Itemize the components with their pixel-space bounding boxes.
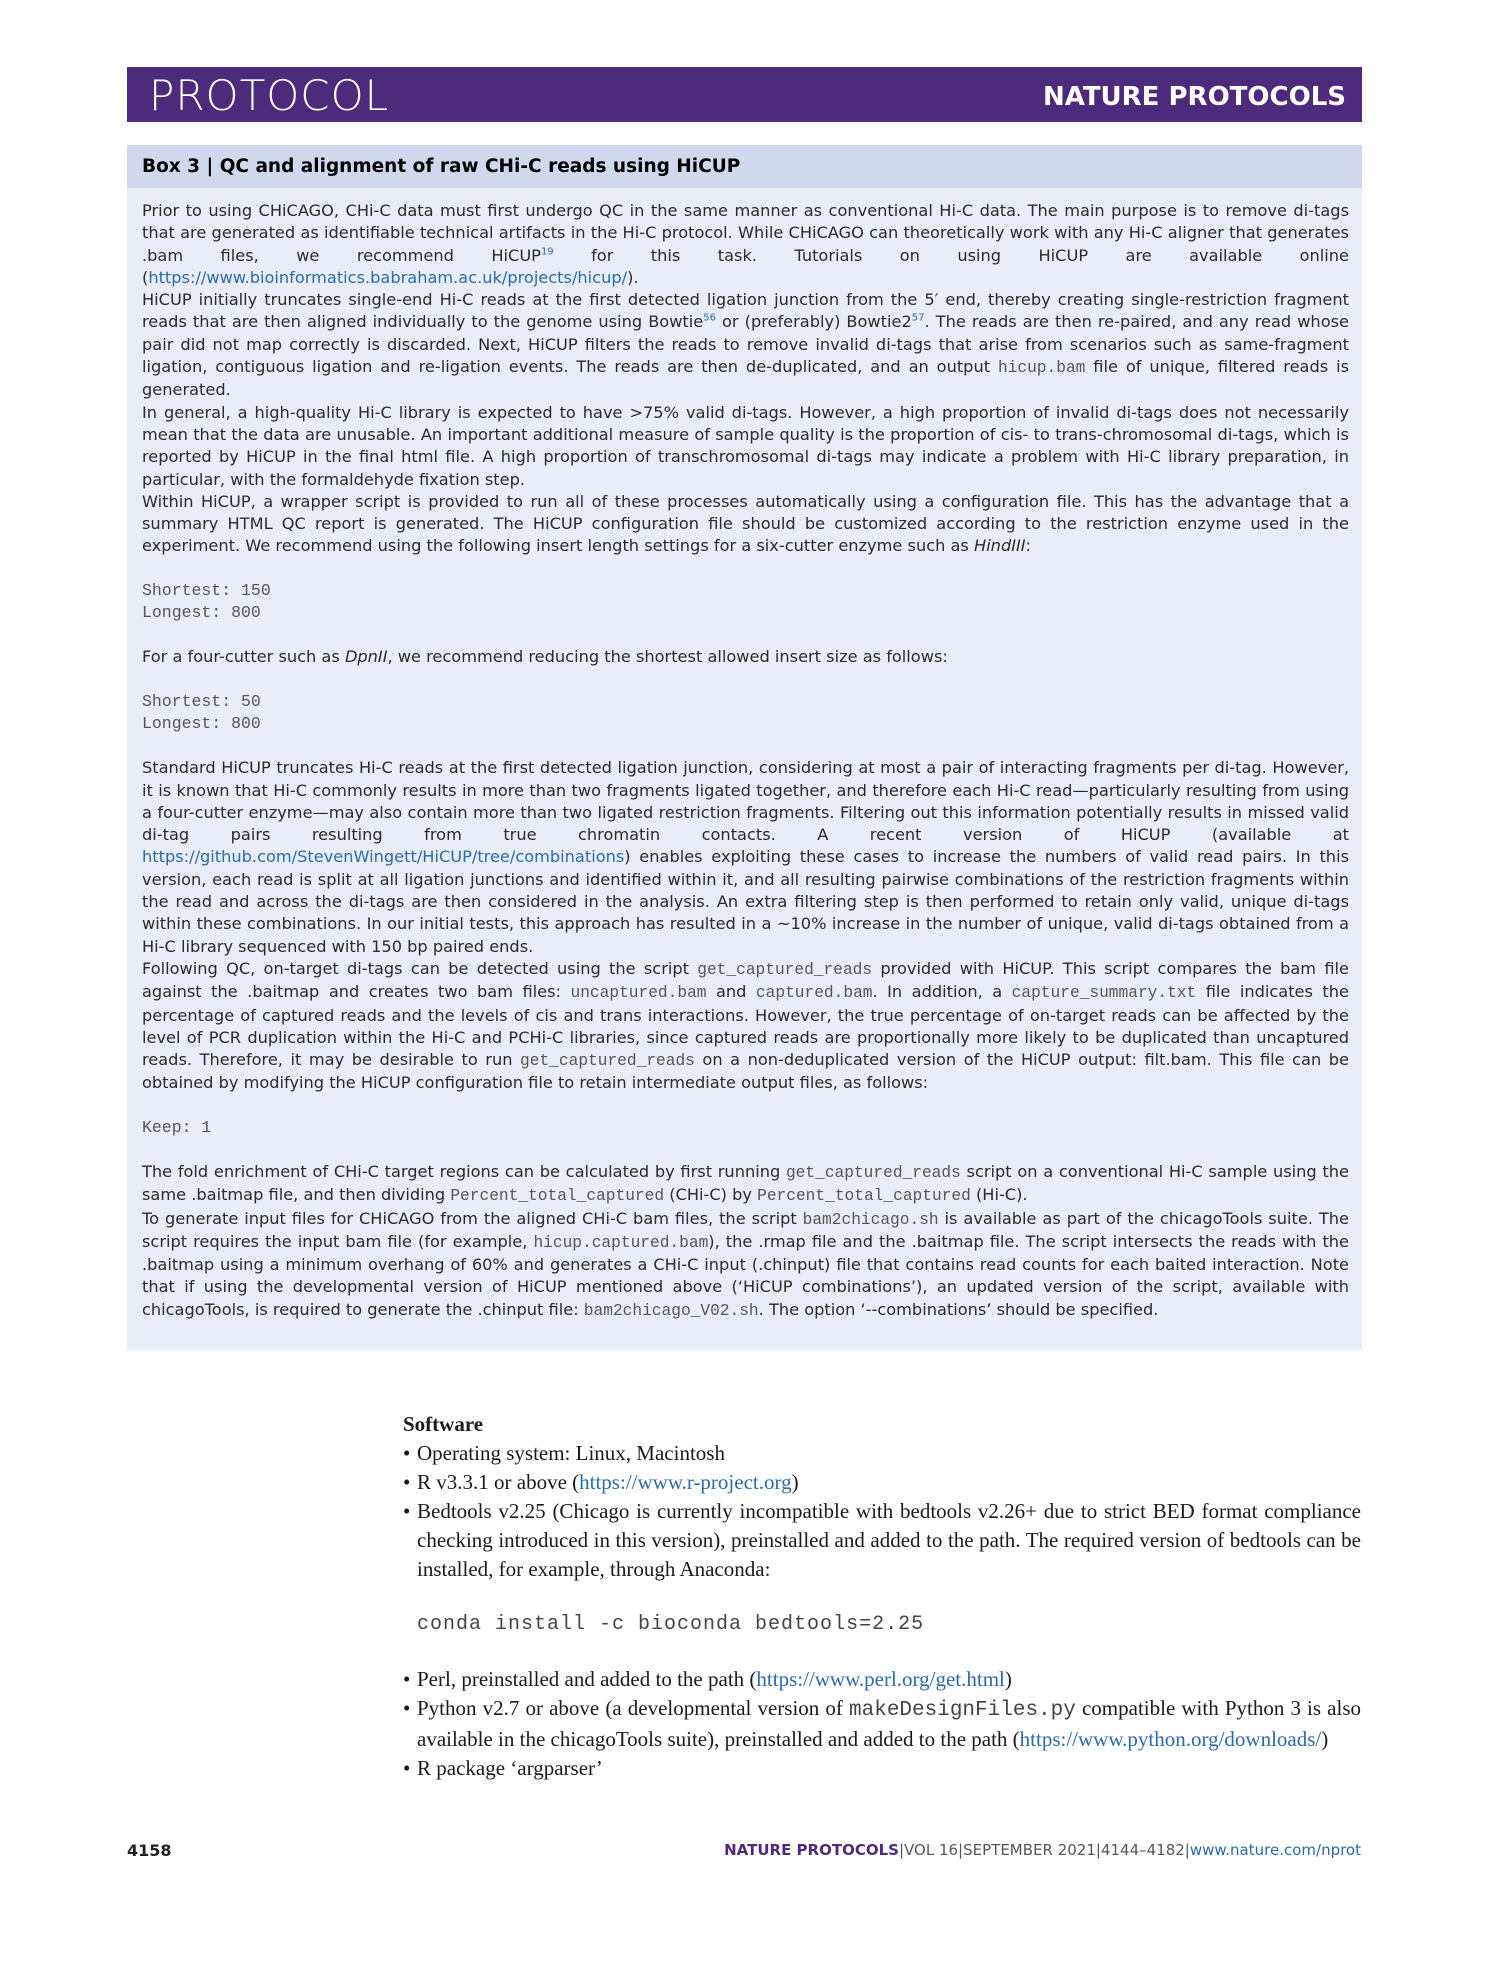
paragraph: Prior to using CHiCAGO, CHi-C data must first undergo QC in the same manner as conventional Hi-C data. The main purpose is to remove di-tags that are generated as identifiable technical artifacts in the Hi-C protocol. While CHiCAGO can theoretically work with any Hi-C aligner that generates .bam files, we recommend HiCUP$^{19}$ for this task. Tutorials on using HiCUP are available online (https://www.bioinformatics.babraham.ac.uk/projects/hicup/). xyxy=(142,201,1349,287)
paragraph: For a four-cutter such as DpnII, we recommend reducing the shortest allowed insert size as follows: xyxy=(142,647,948,667)
inline-code: hicup.bam xyxy=(997,359,1086,378)
r-project-link[interactable]: https://www.r-project.org xyxy=(579,1470,792,1494)
section-label: PROTOCOL xyxy=(149,71,390,120)
list-item: • R v3.3.1 or above (https://www.r-project.org) xyxy=(403,1470,799,1494)
paragraph: Following QC, on-target di-tags can be detected using the script get_captured_reads provided with HiCUP. This script compares the bam file against the .baitmap and creates two bam files: uncaptured.bam and captured.bam. In addition, a capture_summary.txt file indicates the percentage of captured reads and the levels of cis and trans interactions. However, the true percentage of on-target reads can be affected by the level of PCR duplication within the Hi-C and PCHi-C libraries, since captured reads are proportionally more likely to be duplicated than uncaptured reads. Therefore, it may be desirable to run get_captured_reads on a non-deduplicated version of the HiCUP output: filt.bam. This file can be obtained by modifying the HiCUP configuration file to retain intermediate output files, as follows: xyxy=(142,958,1350,1093)
box-title: Box 3 | QC and alignment of raw CHi-C reads using HiCUP xyxy=(142,156,741,177)
code-block: conda install -c bioconda bedtools=2.25 xyxy=(417,1613,925,1636)
reference[interactable]: 57 xyxy=(911,313,925,325)
software-title: Software xyxy=(403,1412,484,1436)
page-number: 4158 xyxy=(127,1841,172,1860)
list-item: • Perl, preinstalled and added to the path (https://www.perl.org/get.html) xyxy=(403,1667,1012,1691)
list-item: • Operating system: Linux, Macintosh xyxy=(403,1441,725,1465)
code-block: Shortest: 150 Longest: 800 xyxy=(142,580,271,623)
box-3 xyxy=(127,145,1362,1350)
list-item: • Python v2.7 or above (a developmental version of makeDesignFiles.py compatible with Python 3 is also available in the chicagoTools suite), preinstalled and added to the path (https://www.python.org/downloads/) xyxy=(403,1696,1361,1751)
python-link[interactable]: https://www.python.org/downloads/ xyxy=(1019,1727,1322,1751)
hicup-link[interactable]: https://www.bioinformatics.babraham.ac.uk/projects/hicup/ xyxy=(148,267,628,287)
journal-link[interactable]: www.nature.com/nprot xyxy=(1189,1841,1361,1859)
journal-name: NATURE PROTOCOLS xyxy=(1042,82,1346,112)
footer-citation: NATURE PROTOCOLS|VOL 16|SEPTEMBER 2021|4144–4182|www.nature.com/nprot xyxy=(724,1841,1361,1859)
paragraph: Standard HiCUP truncates Hi-C reads at the first detected ligation junction, considering at most a pair of interacting fragments per di-tag. However, it is known that Hi-C commonly results in more than two fragments ligated together, and therefore each Hi-C read—particularly resulting from using a four-cutter enzyme—may also contain more than two ligated restriction fragments. Filtering out this information potentially results in missed valid di-tag pairs resulting from true chromatin contacts. A recent version of HiCUP (available at https://github.com/StevenWingett/HiCUP/tree/combinations) enables exploiting these cases to increase the numbers of valid read pairs. In this version, each read is split at all ligation junctions and identified within it, and all resulting pairwise combinations of the restriction fragments within the read and across the di-tags are then considered in the analysis. An extra filtering step is then performed to retain only valid, unique di-tags within these combinations. In our initial tests, this approach has resulted in a ~10% increase in the number of unique, valid di-tags obtained from a Hi-C library sequenced with 150 bp paired ends. xyxy=(142,758,1349,956)
reference[interactable]: 56 xyxy=(703,313,716,325)
perl-link[interactable]: https://www.perl.org/get.html xyxy=(756,1667,1005,1691)
paragraph: In general, a high-quality Hi-C library is expected to have >75% valid di-tags. However, a high proportion of invalid di-tags does not necessarily mean that the data are unusable. An important additional measure of sample quality is the proportion of cis- to trans-chromosomal di-tags, which is reported by HiCUP in the final html file. A high proportion of transchromosomal di-tags may indicate a problem with Hi-C library preparation, in particular, with the formaldehyde fixation step. xyxy=(142,402,1349,489)
paragraph: The fold enrichment of CHi-C target regions can be calculated by first running get_captured_reads script on a conventional Hi-C sample using the same .baitmap file, and then dividing Percent_total_captured (CHi-C) by Percent_total_captured (Hi-C). xyxy=(142,1161,1349,1206)
software-section xyxy=(403,1410,1361,1783)
reference[interactable]: 19 xyxy=(540,246,554,258)
paragraph: Within HiCUP, a wrapper script is provided to run all of these processes automatically using a configuration file. This has the advantage that a summary HTML QC report is generated. The HiCUP configuration file should be customized according to the restriction enzyme used in the experiment. We recommend using the following insert length settings for a six-cutter enzyme such as HindIII: xyxy=(142,491,1349,556)
box-body xyxy=(142,200,1349,1322)
code-block: Keep: 1 xyxy=(142,1117,212,1137)
box-title-bar xyxy=(127,145,1362,188)
github-link[interactable]: https://github.com/StevenWingett/HiCUP/tree/combinations xyxy=(142,847,625,867)
code-block: Shortest: 50 Longest: 800 xyxy=(142,691,261,733)
paragraph: HiCUP initially truncates single-end Hi-C reads at the first detected ligation junction from the 5′ end, thereby creating single-restriction fragment reads that are then aligned individually to the genome using Bowtie$^{56}$ or (preferably) $Bowtie2^{57}$. The reads are then re-paired, and any read whose pair did not map correctly is discarded. Next, HiCUP filters the reads to remove invalid di-tags that arise from scenarios such as same-fragment ligation, contiguous ligation and re-ligation events. The reads are then de-duplicated, and an output hicup.bam file of unique, filtered reads is generated. xyxy=(142,290,1350,400)
paragraph: To generate input files for CHiCAGO from the aligned CHi-C bam files, the script bam2chicago.sh is available as part of the chicagoTools suite. The script requires the input bam file (for example, hicup.captured.bam), the .rmap file and the .baitmap file. The script intersects the reads with the .baitmap using a minimum overhang of 60% and generates a CHi-C input (.chinput) file that contains read counts for each baited interaction. Note that if using the developmental version of HiCUP mentioned above (‘HiCUP combinations’), an updated version of the script, available with chicagoTools, is required to generate the .chinput file: bam2chicago_V02.sh. The option ‘--combinations’ should be specified. xyxy=(142,1208,1350,1320)
page-header xyxy=(127,67,1362,122)
list-item: • Bedtools v2.25 (Chicago is currently incompatible with bedtools v2.26+ due to strict BED format compliance checking introduced in this version), preinstalled and added to the path. The required version of bedtools can be installed, for example, through Anaconda: xyxy=(403,1499,1361,1581)
list-item: • R package ‘argparser’ xyxy=(403,1756,603,1780)
